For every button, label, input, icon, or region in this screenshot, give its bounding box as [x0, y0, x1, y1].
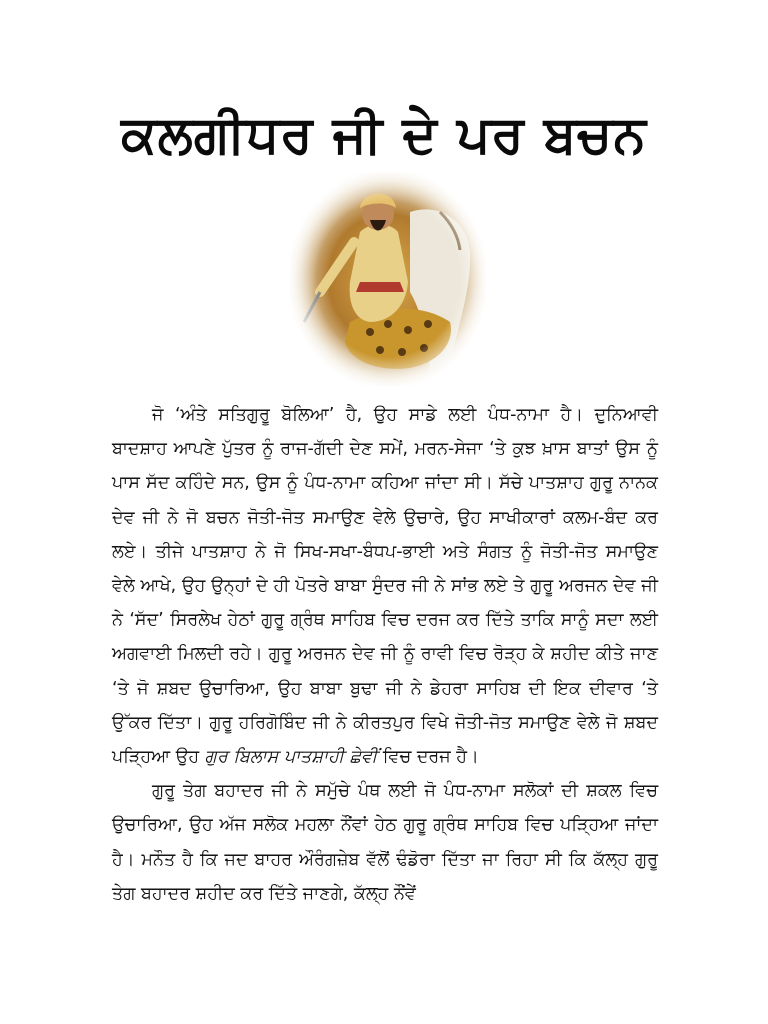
guru-portrait-image: [290, 172, 486, 386]
book-reference: ਗੁਰ ਬਿਲਾਸ ਪਾਤਸ਼ਾਹੀ ਛੇਵੀਂ: [204, 747, 378, 768]
body-text: [112, 398, 658, 911]
paragraph-1-end: ਵਿਚ ਦਰਜ ਹੈ।: [377, 747, 479, 768]
page-title: ਕਲਗੀਧਰ ਜੀ ਦੇ ਪਰ ਬਚਨ: [121, 104, 647, 165]
paragraph-1: [112, 398, 658, 774]
paragraph-1-text: ਜੋ ‘ਅੰਤੇ ਸਤਿਗੁਰੂ ਬੋਲਿਆ’ ਹੈ, ਉਹ ਸਾਡੇ ਲਈ ਪੰਧ-ਨਾਮਾ ਹੈ। ਦੁਨਿਆਵੀ ਬਾਦਸ਼ਾਹ ਆਪਣੇ ਪੁੱਤਰ ਨੂੰ ਰਾਜ-ਗੱਦੀ ਦੇਣ ਸਮੇਂ, ਮਰਨ-ਸੇਜਾ ‘ਤੇ ਕੁਝ ਖ਼ਾਸ ਬਾਤਾਂ ਉਸ ਨੂੰ ਪਾਸ ਸੱਦ ਕਹਿੰਦੇ ਸਨ, ਉਸ ਨੂੰ ਪੰਧ-ਨਾਮਾ ਕਹਿਆ ਜਾਂਦਾ ਸੀ। ਸੱਚੇ ਪਾਤਸ਼ਾਹ ਗੁਰੂ ਨਾਨਕ ਦੇਵ ਜੀ ਨੇ ਜੋ ਬਚਨ ਜੋਤੀ-ਜੋਤ ਸਮਾਉਣ ਵੇਲੇ ਉਚਾਰੇ, ਉਹ ਸਾਖੀਕਾਰਾਂ ਕਲਮ-ਬੰਦ ਕਰ ਲਏ। ਤੀਜੇ ਪਾਤਸ਼ਾਹ ਨੇ ਜੋ ਸਿਖ-ਸਖਾ-ਬੰਧਪ-ਭਾਈ ਅਤੇ ਸੰਗਤ ਨੂੰ ਜੋਤੀ-ਜੋਤ ਸਮਾਉਣ ਵੇਲੇ ਆਖੇ, ਉਹ ਉਨ੍ਹਾਂ ਦੇ ਹੀ ਪੋਤਰੇ ਬਾਬਾ ਸੁੰਦਰ ਜੀ ਨੇ ਸਾਂਭ ਲਏ ਤੇ ਗੁਰੂ ਅਰਜਨ ਦੇਵ ਜੀ ਨੇ ‘ਸੱਦ’ ਸਿਰਲੇਖ ਹੇਠਾਂ ਗੁਰੂ ਗ੍ਰੰਥ ਸਾਹਿਬ ਵਿਚ ਦਰਜ ਕਰ ਦਿੱਤੇ ਤਾਕਿ ਸਾਨੂੰ ਸਦਾ ਲਈ ਅਗਵਾਈ ਮਿਲਦੀ ਰਹੇ। ਗੁਰੂ ਅਰਜਨ ਦੇਵ ਜੀ ਨੂੰ ਰਾਵੀ ਵਿਚ ਰੋੜ੍ਹ ਕੇ ਸ਼ਹੀਦ ਕੀਤੇ ਜਾਣ ‘ਤੇ ਜੋ ਸ਼ਬਦ ਉਚਾਰਿਆ, ਉਹ ਬਾਬਾ ਬੁਢਾ ਜੀ ਨੇ ਡੇਹਰਾ ਸਾਹਿਬ ਦੀ ਇਕ ਦੀਵਾਰ ‘ਤੇ ਉੱਕਰ ਦਿੱਤਾ। ਗੁਰੂ ਹਰਿਗੋਬਿੰਦ ਜੀ ਨੇ ਕੀਰਤਪੁਰ ਵਿਖੇ ਜੋਤੀ-ਜੋਤ ਸਮਾਉਣ ਵੇਲੇ ਜੋ ਸ਼ਬਦ ਪੜ੍ਹਿਆ ਉਹ: [112, 405, 658, 768]
paragraph-2: ਗੁਰੂ ਤੇਗ ਬਹਾਦਰ ਜੀ ਨੇ ਸਮੁੱਚੇ ਪੰਥ ਲਈ ਜੋ ਪੰਧ-ਨਾਮਾ ਸਲੋਕਾਂ ਦੀ ਸ਼ਕਲ ਵਿਚ ਉਚਾਰਿਆ, ਉਹ ਅੱਜ ਸਲੋਕ ਮਹਲਾ ਨੌਂਵਾਂ ਹੇਠ ਗੁਰੂ ਗ੍ਰੰਥ ਸਾਹਿਬ ਵਿਚ ਪੜ੍ਹਿਆ ਜਾਂਦਾ ਹੈ। ਮਨੌਤ ਹੈ ਕਿ ਜਦ ਬਾਹਰ ਔਰੰਗਜ਼ੇਬ ਵੱਲੋਂ ਢੰਡੋਰਾ ਦਿੱਤਾ ਜਾ ਰਿਹਾ ਸੀ ਕਿ ਕੱਲ੍ਹ ਗੁਰੂ ਤੇਗ ਬਹਾਦਰ ਸ਼ਹੀਦ ਕਰ ਦਿੱਤੇ ਜਾਣਗੇ, ਕੱਲ੍ਹ ਨੌਂਵੇਂ: [112, 781, 658, 904]
